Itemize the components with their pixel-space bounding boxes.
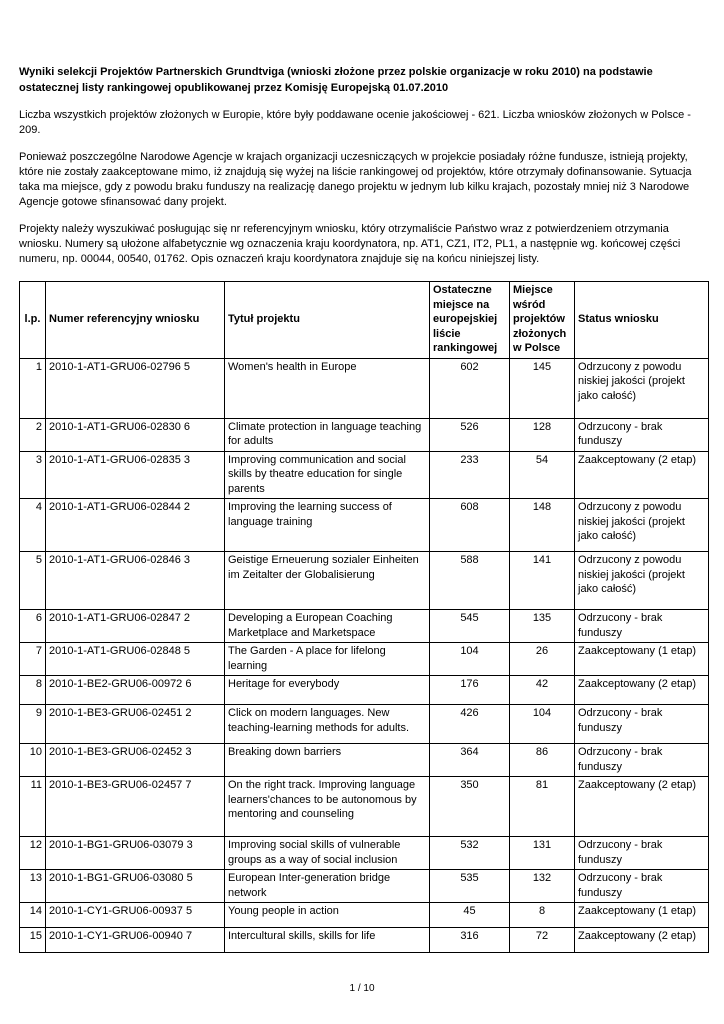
row-status: Odrzucony - brak funduszy: [575, 744, 709, 777]
row-pl-rank: 131: [510, 837, 575, 870]
row-project-title: Breaking down barriers: [225, 744, 430, 777]
table-row: [20, 676, 709, 705]
row-project-title: Heritage for everybody: [225, 676, 430, 705]
row-lp: 10: [20, 744, 46, 777]
header-lp: l.p.: [20, 282, 46, 359]
row-reference-number: 2010-1-BE3-GRU06-02451 2: [46, 705, 225, 744]
row-eu-rank: 104: [430, 643, 510, 676]
row-reference-number: 2010-1-BE3-GRU06-02452 3: [46, 744, 225, 777]
row-pl-rank: 72: [510, 928, 575, 953]
row-project-title: Geistige Erneuerung sozialer Einheiten im Zeitalter der Globalisierung: [225, 552, 430, 610]
row-project-title: Click on modern languages. New teaching-learning methods for adults.: [225, 705, 430, 744]
row-pl-rank: 42: [510, 676, 575, 705]
row-project-title: Climate protection in language teaching for adults: [225, 418, 430, 451]
row-status: Odrzucony z powodu niskiej jakości (projekt jako całość): [575, 499, 709, 552]
row-pl-rank: 81: [510, 777, 575, 837]
row-pl-rank: 104: [510, 705, 575, 744]
header-eu-rank: Ostateczne miejsce na europejskiej liście rankingowej: [430, 282, 510, 359]
intro-paragraph: Liczba wszystkich projektów złożonych w Europie, które były poddawane ocenie jakościowej - 621. Liczba wniosków złożonych w Polsce - 209.: [19, 109, 691, 136]
row-status: Odrzucony - brak funduszy: [575, 870, 709, 903]
row-lp: 15: [20, 928, 46, 953]
row-reference-number: 2010-1-BG1-GRU06-03080 5: [46, 870, 225, 903]
row-eu-rank: 526: [430, 418, 510, 451]
row-project-title: Developing a European Coaching Marketplace and Marketspace: [225, 610, 430, 643]
table-row: [20, 358, 709, 418]
document-title: Wyniki selekcji Projektów Partnerskich Grundtviga (wnioski złożone przez polskie organizacje w roku 2010) na podstawie ostatecznej listy rankingowej opublikowanej przez Komisję Europejską 01.07.2010: [19, 66, 653, 94]
row-project-title: Young people in action: [225, 903, 430, 928]
row-status: Zaakceptowany (1 etap): [575, 643, 709, 676]
table-row: [20, 705, 709, 744]
row-lp: 4: [20, 499, 46, 552]
row-pl-rank: 128: [510, 418, 575, 451]
page-number: 1 / 10: [349, 983, 375, 994]
row-reference-number: 2010-1-CY1-GRU06-00940 7: [46, 928, 225, 953]
table-row: [20, 451, 709, 499]
row-reference-number: 2010-1-AT1-GRU06-02796 5: [46, 358, 225, 418]
row-project-title: Improving the learning success of language training: [225, 499, 430, 552]
search-instructions-paragraph: Projekty należy wyszukiwać posługując się nr referencyjnym wniosku, który otrzymaliście Państwo wraz z potwierdzeniem otrzymania wniosku. Numery są ułożone alfabetycznie wg oznaczenia kraju koordynatora, np. AT1, CZ1, IT2, PL1, a następnie wg. końcowej części numeru, np. 00044, 00540, 01762. Opis oznaczeń kraju koordynatora znajduje się na końcu niniejszej listy.: [19, 223, 681, 265]
row-eu-rank: 176: [430, 676, 510, 705]
results-table: [19, 281, 709, 953]
table-header-row: [20, 282, 709, 359]
row-status: Odrzucony - brak funduszy: [575, 705, 709, 744]
row-eu-rank: 608: [430, 499, 510, 552]
row-project-title: The Garden - A place for lifelong learning: [225, 643, 430, 676]
row-reference-number: 2010-1-AT1-GRU06-02846 3: [46, 552, 225, 610]
header-pl-rank: Miejsce wśród projektów złożonych w Polsce: [510, 282, 575, 359]
row-status: Odrzucony - brak funduszy: [575, 837, 709, 870]
row-lp: 6: [20, 610, 46, 643]
row-reference-number: 2010-1-AT1-GRU06-02844 2: [46, 499, 225, 552]
document-page: [19, 64, 707, 953]
table-row: [20, 499, 709, 552]
row-lp: 2: [20, 418, 46, 451]
row-lp: 14: [20, 903, 46, 928]
row-reference-number: 2010-1-AT1-GRU06-02848 5: [46, 643, 225, 676]
row-reference-number: 2010-1-AT1-GRU06-02835 3: [46, 451, 225, 499]
row-pl-rank: 141: [510, 552, 575, 610]
row-lp: 5: [20, 552, 46, 610]
row-lp: 3: [20, 451, 46, 499]
row-status: Zaakceptowany (1 etap): [575, 903, 709, 928]
row-pl-rank: 132: [510, 870, 575, 903]
row-status: Zaakceptowany (2 etap): [575, 928, 709, 953]
row-project-title: On the right track. Improving language learners'chances to be autonomous by mentoring and counseling: [225, 777, 430, 837]
row-lp: 12: [20, 837, 46, 870]
row-eu-rank: 532: [430, 837, 510, 870]
row-reference-number: 2010-1-AT1-GRU06-02830 6: [46, 418, 225, 451]
table-row: [20, 777, 709, 837]
row-status: Odrzucony z powodu niskiej jakości (projekt jako całość): [575, 552, 709, 610]
table-row: [20, 903, 709, 928]
table-row: [20, 418, 709, 451]
row-pl-rank: 135: [510, 610, 575, 643]
row-eu-rank: 545: [430, 610, 510, 643]
row-lp: 13: [20, 870, 46, 903]
row-status: Zaakceptowany (2 etap): [575, 451, 709, 499]
table-row: [20, 837, 709, 870]
row-eu-rank: 535: [430, 870, 510, 903]
row-eu-rank: 588: [430, 552, 510, 610]
row-reference-number: 2010-1-BG1-GRU06-03079 3: [46, 837, 225, 870]
row-pl-rank: 26: [510, 643, 575, 676]
row-status: Odrzucony - brak funduszy: [575, 610, 709, 643]
row-status: Zaakceptowany (2 etap): [575, 676, 709, 705]
row-eu-rank: 233: [430, 451, 510, 499]
row-pl-rank: 148: [510, 499, 575, 552]
row-eu-rank: 364: [430, 744, 510, 777]
row-project-title: European Inter-generation bridge network: [225, 870, 430, 903]
header-status: Status wniosku: [575, 282, 709, 359]
row-reference-number: 2010-1-BE2-GRU06-00972 6: [46, 676, 225, 705]
row-reference-number: 2010-1-CY1-GRU06-00937 5: [46, 903, 225, 928]
table-row: [20, 928, 709, 953]
header-project-title: Tytuł projektu: [225, 282, 430, 359]
funding-explanation-paragraph: Ponieważ poszczególne Narodowe Agencje w krajach organizacji uczesniczących w projekcie posiadały różne fundusze, istnieją projekty, które nie zostały zaakceptowane mimo, iż znajdują się wyżej na liście rankingowej od projektów, które otrzymały dofinansowanie. Sytuacja taka ma miejsce, gdy z powodu braku funduszy na realizację danego projektu w jednym lub kilku krajach, pozostały mniej niż 3 Narodowe Agencje gotowe sfinansować dany projekt.: [19, 151, 692, 208]
row-pl-rank: 54: [510, 451, 575, 499]
row-lp: 11: [20, 777, 46, 837]
row-lp: 7: [20, 643, 46, 676]
table-row: [20, 643, 709, 676]
row-reference-number: 2010-1-BE3-GRU06-02457 7: [46, 777, 225, 837]
row-pl-rank: 145: [510, 358, 575, 418]
row-eu-rank: 602: [430, 358, 510, 418]
row-project-title: Improving communication and social skills by theatre education for single parents: [225, 451, 430, 499]
table-row: [20, 610, 709, 643]
row-status: Odrzucony z powodu niskiej jakości (projekt jako całość): [575, 358, 709, 418]
row-project-title: Intercultural skills, skills for life: [225, 928, 430, 953]
row-status: Odrzucony - brak funduszy: [575, 418, 709, 451]
row-eu-rank: 45: [430, 903, 510, 928]
row-eu-rank: 316: [430, 928, 510, 953]
row-reference-number: 2010-1-AT1-GRU06-02847 2: [46, 610, 225, 643]
row-eu-rank: 426: [430, 705, 510, 744]
row-status: Zaakceptowany (2 etap): [575, 777, 709, 837]
row-project-title: Improving social skills of vulnerable groups as a way of social inclusion: [225, 837, 430, 870]
table-row: [20, 870, 709, 903]
row-pl-rank: 8: [510, 903, 575, 928]
table-row: [20, 744, 709, 777]
row-lp: 8: [20, 676, 46, 705]
table-row: [20, 552, 709, 610]
row-lp: 9: [20, 705, 46, 744]
row-eu-rank: 350: [430, 777, 510, 837]
row-lp: 1: [20, 358, 46, 418]
row-pl-rank: 86: [510, 744, 575, 777]
header-reference-number: Numer referencyjny wniosku: [46, 282, 225, 359]
row-project-title: Women's health in Europe: [225, 358, 430, 418]
